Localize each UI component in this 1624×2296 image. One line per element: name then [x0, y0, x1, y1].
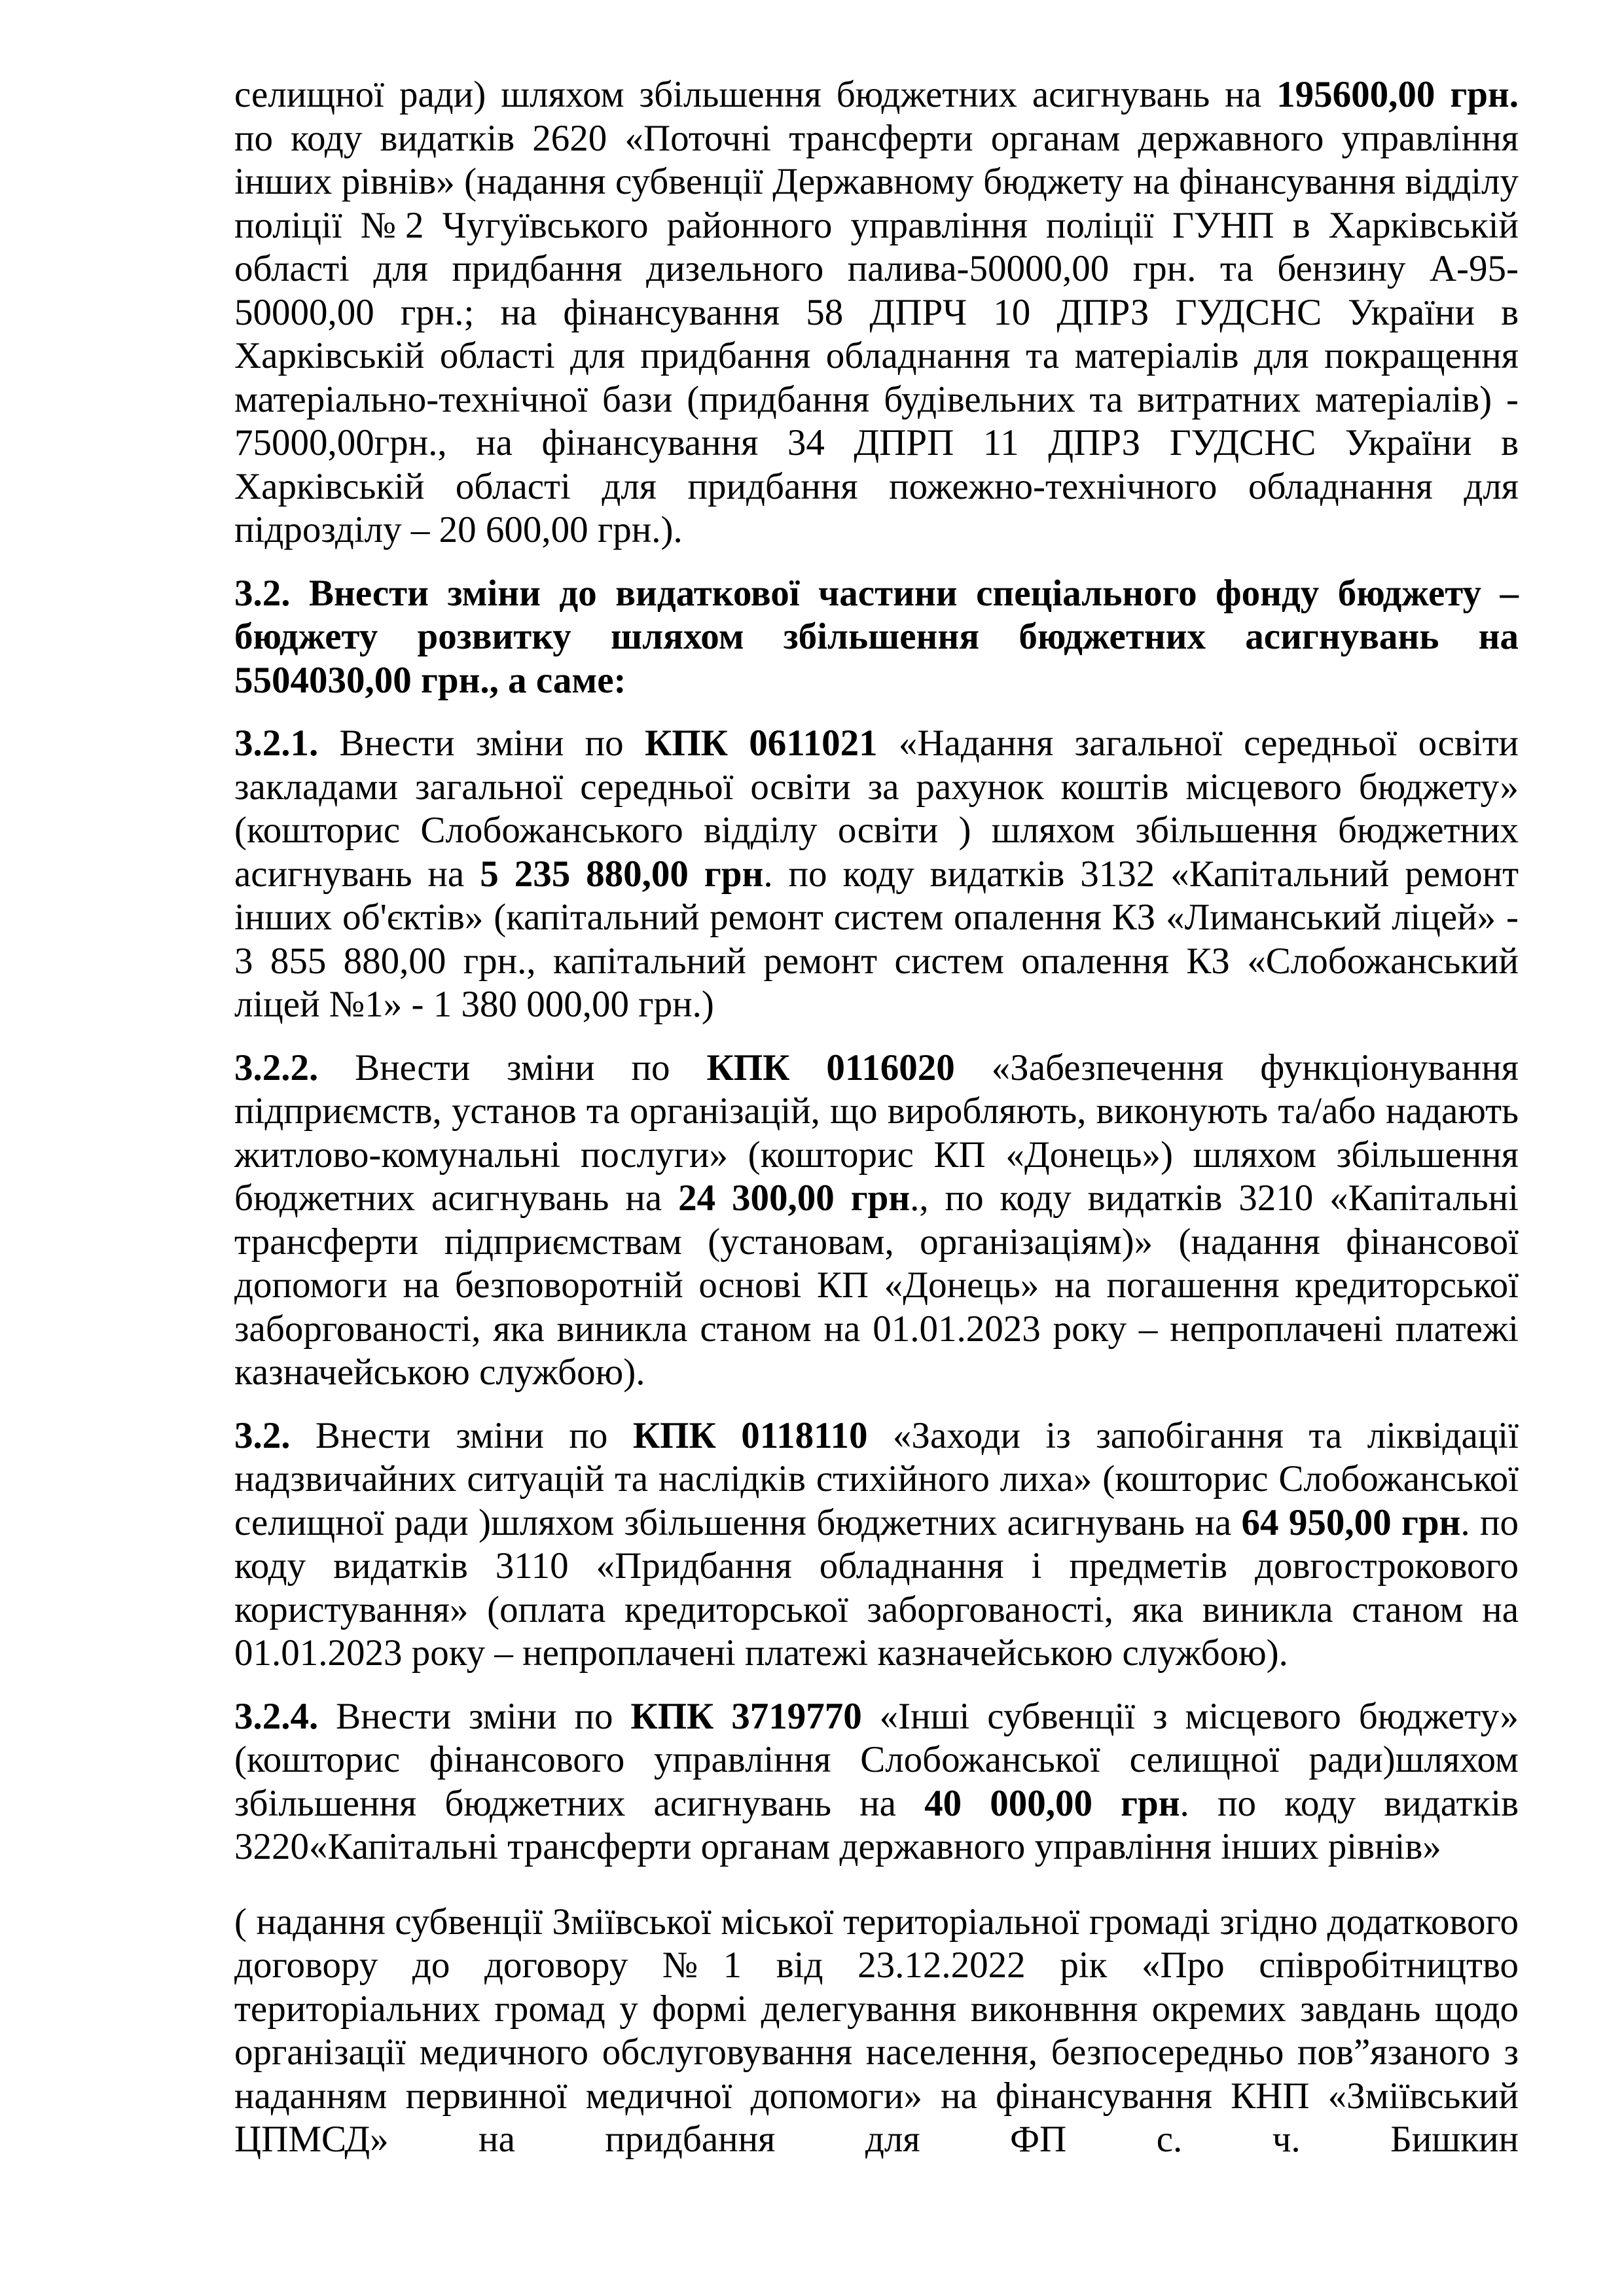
amount: 5 235 880,00 грн — [480, 853, 764, 895]
paragraph-3-2-4 — [234, 1695, 1519, 1869]
paragraph-continuation — [234, 73, 1519, 552]
paragraph-subvention-details — [234, 1901, 1519, 2162]
paragraph-3-2-1 — [234, 722, 1519, 1027]
text: . по коду видатків 3132 «Капітальний ремонт інших об'єктів» (капітальний ремонт систем опалення КЗ «Лиманський ліцей» - 3 855 880,00 грн., капітальний ремонт систем опалення КЗ «Слобожанський ліцей №1» - 1 380 000,00 грн.) — [234, 853, 1519, 1025]
heading-text: 3.2. Внести зміни до видаткової частини спеціального фонду бюджету – бюджету розвитку шляхом збільшення бюджетних асигнувань на 5504030,00 грн., а саме: — [234, 572, 1519, 701]
text: . по коду видатків 3110 «Придбання обладнання і предметів довгострокового користування» (оплата кредиторської заборгованості, яка виникла станом на 01.01.2023 року – непроплачені платежі казначейською службою). — [234, 1501, 1519, 1674]
text: . по коду видатків 3220«Капітальні трансферти органам державного управління інших рівнів» — [234, 1782, 1519, 1867]
text: ( надання субвенції Зміївської міської територіальної громаді згідно додаткового договору до договору №1 від 23.12.2022 рік «Про співробітництво територіальних громад у формі делегування виконвння окремих завдань щодо організації медичного обслуговування населення, безпосередньо пов”язаного з наданням первинної медичної допомоги» на фінансування КНП «Зміївський ЦПМСД» на придбання для ФП с. ч. Бишкин — [234, 1901, 1519, 2160]
text: Внести зміни по — [318, 723, 645, 764]
item-number: 3.2.4. — [234, 1695, 319, 1737]
text: Внести зміни по — [290, 1414, 633, 1456]
kpk-code: КПК 0116020 — [706, 1047, 955, 1088]
amount: 64 950,00 грн — [1241, 1501, 1461, 1543]
text: «Інші субвенції з місцевого бюджету» (кошторис фінансового управління Слобожанської селищної ради)шляхом збільшення бюджетних асигнувань на — [234, 1695, 1519, 1824]
text: «Заходи із запобігання та ліквідації надзвичайних ситуацій та наслідків стихійного лиха» (кошторис Слобожанської селищної ради )шляхом збільшення бюджетних асигнувань на — [234, 1414, 1519, 1543]
amount: 24 300,00 грн — [678, 1177, 911, 1219]
text: Внести зміни по — [318, 1695, 631, 1737]
item-number: 3.2. — [234, 1414, 291, 1456]
kpk-code: КПК 3719770 — [630, 1695, 862, 1737]
document-page — [234, 73, 1519, 2181]
text: ., по коду видатків 3210 «Капітальні трансферти підприємствам (установам, організаціям)» (надання фінансової допомоги на безповоротній основі КП «Донець» на погашення кредиторської заборгованості, яка виникла станом на 01.01.2023 року – непроплачені платежі казначейською службою). — [234, 1177, 1519, 1393]
text: селищної ради) шляхом збільшення бюджетних асигнувань на — [234, 74, 1277, 115]
text: по коду видатків 2620 «Поточні трансферти органам державного управління інших рівнів» (надання субвенції Державному бюджету на фінансування відділу поліції №2 Чугуївського районного управління поліції ГУНП в Харківській області для придбання дизельного палива-50000,00 грн. та бензину А-95-50000,00 грн.; на фінансування 58 ДПРЧ 10 ДПРЗ ГУДСНС України в Харківській області для придбання обладнання та матеріалів для покращення матеріально-технічної бази (придбання будівельних та витратних матеріалів) - 75000,00грн., на фінансування 34 ДПРП 11 ДПРЗ ГУДСНС України в Харківській області для придбання пожежно-технічного обладнання для підрозділу – 20 600,00 грн.). — [234, 117, 1519, 550]
item-number: 3.2.1. — [234, 723, 319, 764]
kpk-code: КПК 0611021 — [644, 723, 878, 764]
kpk-code: КПК 0118110 — [632, 1414, 868, 1456]
text: Внести зміни по — [318, 1047, 707, 1088]
text: «Забезпечення функціонування підприємств, установ та організацій, що виробляють, виконують та/або надають житлово-комунальні послуги» (кошторис КП «Донець») шляхом збільшення бюджетних асигнувань на — [234, 1047, 1519, 1219]
paragraph-3-2-2 — [234, 1047, 1519, 1395]
amount: 40 000,00 грн — [924, 1782, 1180, 1824]
paragraph-3-2-3 — [234, 1414, 1519, 1676]
text: «Надання загальної середньої освіти закладами загальної середньої освіти за рахунок коштів місцевого бюджету» (кошторис Слобожанського відділу освіти ) шляхом збільшення бюджетних асигнувань на — [234, 723, 1519, 895]
item-number: 3.2.2. — [234, 1047, 319, 1088]
amount: 195600,00 грн. — [1276, 74, 1519, 115]
section-3-2-heading — [234, 572, 1519, 703]
